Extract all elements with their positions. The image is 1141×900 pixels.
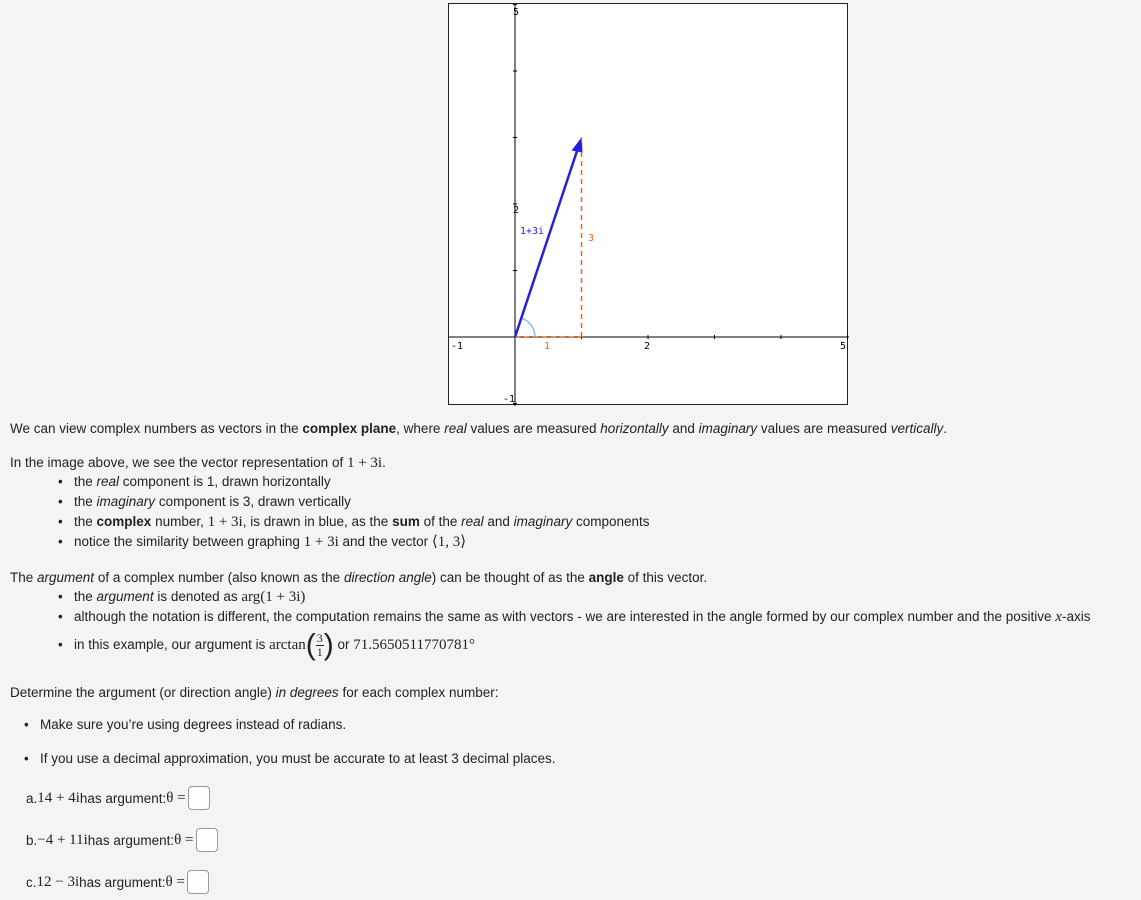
intro-text: We can view complex numbers as vectors in the: [10, 421, 303, 436]
task-note-1: [22, 715, 346, 735]
image-lead: [10, 455, 386, 472]
vector-line: [515, 147, 579, 338]
intro-paragraph: [10, 421, 947, 436]
intro-text: and: [668, 421, 699, 436]
vector-label: 1+3i: [520, 226, 545, 237]
list-item: • although the notation is different, the computation remains the same as with vectors - we are interested in the angle formed by our complex number and the positive x-axis: [56, 607, 1090, 627]
task-note-2: [22, 749, 556, 769]
question-a: a. 14 + 4i has argument: θ =: [26, 786, 210, 810]
intro-text: values are measured: [466, 421, 601, 436]
list-item: • the complex number, 1 + 3i, is drawn in blue, as the sum of the real and imaginary components: [56, 512, 650, 532]
answer-input-b[interactable]: [196, 828, 218, 852]
imaginary-component-label: 3: [588, 233, 595, 244]
answer-input-a[interactable]: [188, 786, 210, 810]
argument-paragraph: The argument of a complex number (also known as the direction angle) can be thought of as the angle of this vector.: [10, 570, 708, 585]
vector-arrowhead: [572, 138, 583, 153]
list-item: • the real component is 1, drawn horizontally: [56, 472, 650, 492]
fraction: $\frac{3}{1}$: [316, 630, 323, 659]
y-tick-label-2: 2: [513, 205, 520, 216]
intro-real: real: [444, 421, 467, 436]
intro-horizontally: horizontally: [600, 421, 669, 436]
intro-complex-plane: complex plane: [302, 421, 397, 436]
list-item: • notice the similarity between graphing 1 + 3i and the vector ⟨1, 3⟩: [56, 532, 650, 552]
x-tick-label-5: 5: [840, 341, 847, 352]
image-bullets: [56, 472, 650, 552]
lead-text: In the image above, we see the vector representation of: [10, 455, 347, 470]
intro-text: .: [943, 421, 948, 436]
list-item: • Make sure you’re using degrees instead of radians.: [22, 715, 346, 735]
lead-math: 1 + 3i: [346, 455, 383, 471]
lead-text: .: [382, 455, 386, 470]
intro-imaginary: imaginary: [698, 421, 758, 436]
argument-bullets: [56, 587, 1090, 663]
list-item: • If you use a decimal approximation, you must be accurate to at least 3 decimal places.: [22, 749, 556, 769]
answer-input-c[interactable]: [187, 870, 209, 894]
intro-text: values are measured: [757, 421, 891, 436]
question-b: b. −4 + 11i has argument: θ =: [26, 828, 218, 852]
intro-text: , where: [396, 421, 445, 436]
angle-arc: [521, 318, 535, 337]
list-item: • the imaginary component is 3, drawn vertically: [56, 492, 650, 512]
x-tick-label-1: 1: [544, 341, 551, 352]
question-c: c. 12 − 3i has argument: θ =: [26, 870, 209, 894]
y-tick-label-neg1: -1: [503, 394, 516, 405]
list-item: • the argument is denoted as arg(1 + 3i): [56, 587, 1090, 607]
task-prompt: Determine the argument (or direction angle) in degrees for each complex number:: [10, 685, 499, 700]
complex-plane-graph: [448, 3, 848, 405]
list-item: • in this example, our argument is arctan( $\frac{3}{1}$ ) or 71.5650511770781°: [56, 627, 1090, 663]
x-tick-label-2: 2: [644, 341, 651, 352]
intro-vertically: vertically: [890, 421, 944, 436]
x-tick-label-neg1: -1: [451, 341, 464, 352]
y-tick-label-5: 5: [513, 7, 520, 18]
